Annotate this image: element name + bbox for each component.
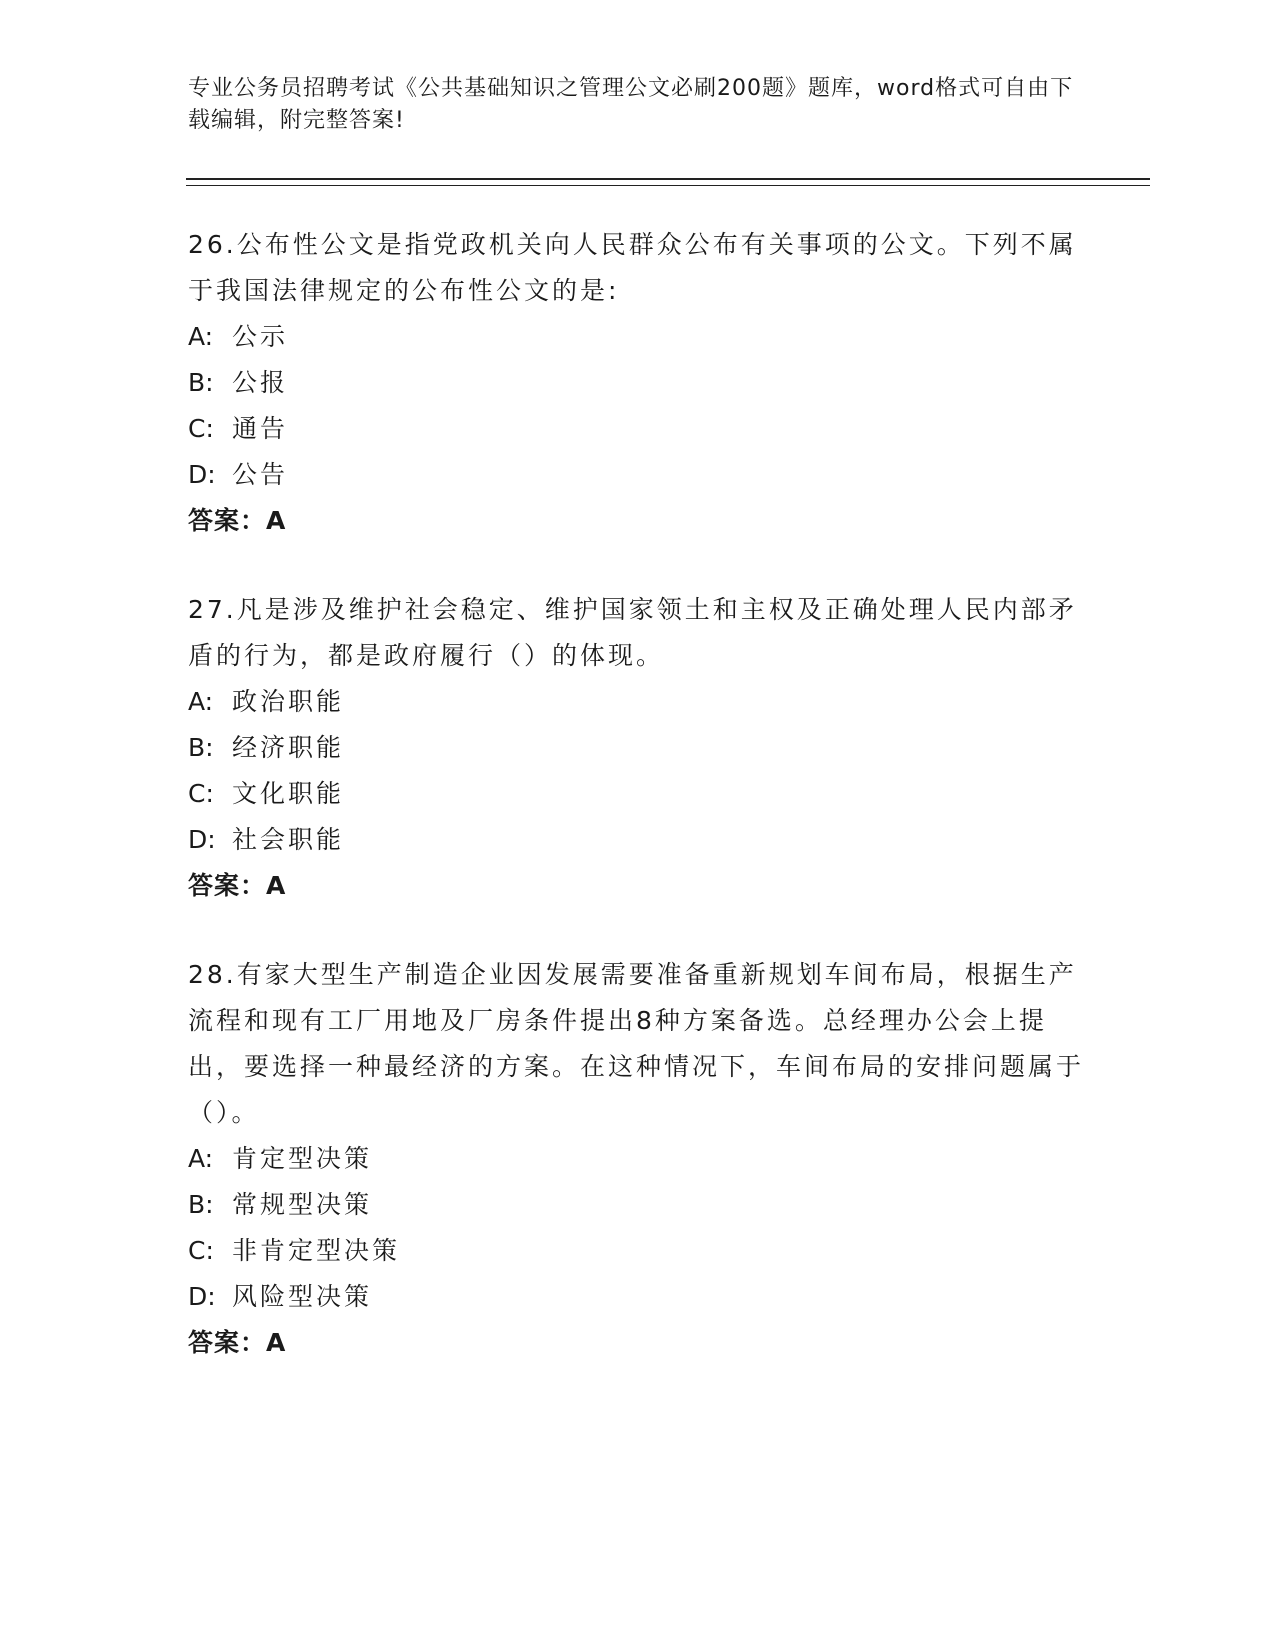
option-d: D: 社会职能 — [188, 825, 345, 854]
option-c: C: 文化职能 — [188, 779, 345, 808]
option-a: A: 政治职能 — [188, 687, 345, 716]
option-d: D: 风险型决策 — [188, 1282, 373, 1311]
header-divider — [186, 178, 1150, 186]
option-c: C: 非肯定型决策 — [188, 1236, 401, 1265]
question-stem: 26.公布性公文是指党政机关向人民群众公布有关事项的公文。下列不属于我国法律规定的公布性公文的是: — [188, 230, 1077, 305]
option-b: B: 公报 — [188, 368, 289, 397]
answer: 答案：A — [188, 506, 287, 535]
question-stem: 27.凡是涉及维护社会稳定、维护国家领土和主权及正确处理人民内部矛盾的行为，都是政府履行（）的体现。 — [188, 595, 1077, 670]
document-header: 专业公务员招聘考试《公共基础知识之管理公文必刷200题》题库，word格式可自由下载编辑，附完整答案! — [188, 76, 1074, 133]
option-b: B: 经济职能 — [188, 733, 345, 762]
option-c: C: 通告 — [188, 414, 289, 443]
question-28 — [188, 952, 1088, 1366]
option-a: A: 肯定型决策 — [188, 1144, 373, 1173]
option-b: B: 常规型决策 — [188, 1190, 373, 1219]
question-stem: 28.有家大型生产制造企业因发展需要准备重新规划车间布局，根据生产流程和现有工厂用地及厂房条件提出8种方案备选。总经理办公会上提出，要选择一种最经济的方案。在这种情况下，车间布局的安排问题属于（）。 — [188, 960, 1085, 1127]
answer: 答案：A — [188, 871, 287, 900]
answer: 答案：A — [188, 1328, 287, 1357]
question-27 — [188, 587, 1088, 909]
question-26 — [188, 222, 1088, 544]
option-a: A: 公示 — [188, 322, 289, 351]
option-d: D: 公告 — [188, 460, 289, 489]
